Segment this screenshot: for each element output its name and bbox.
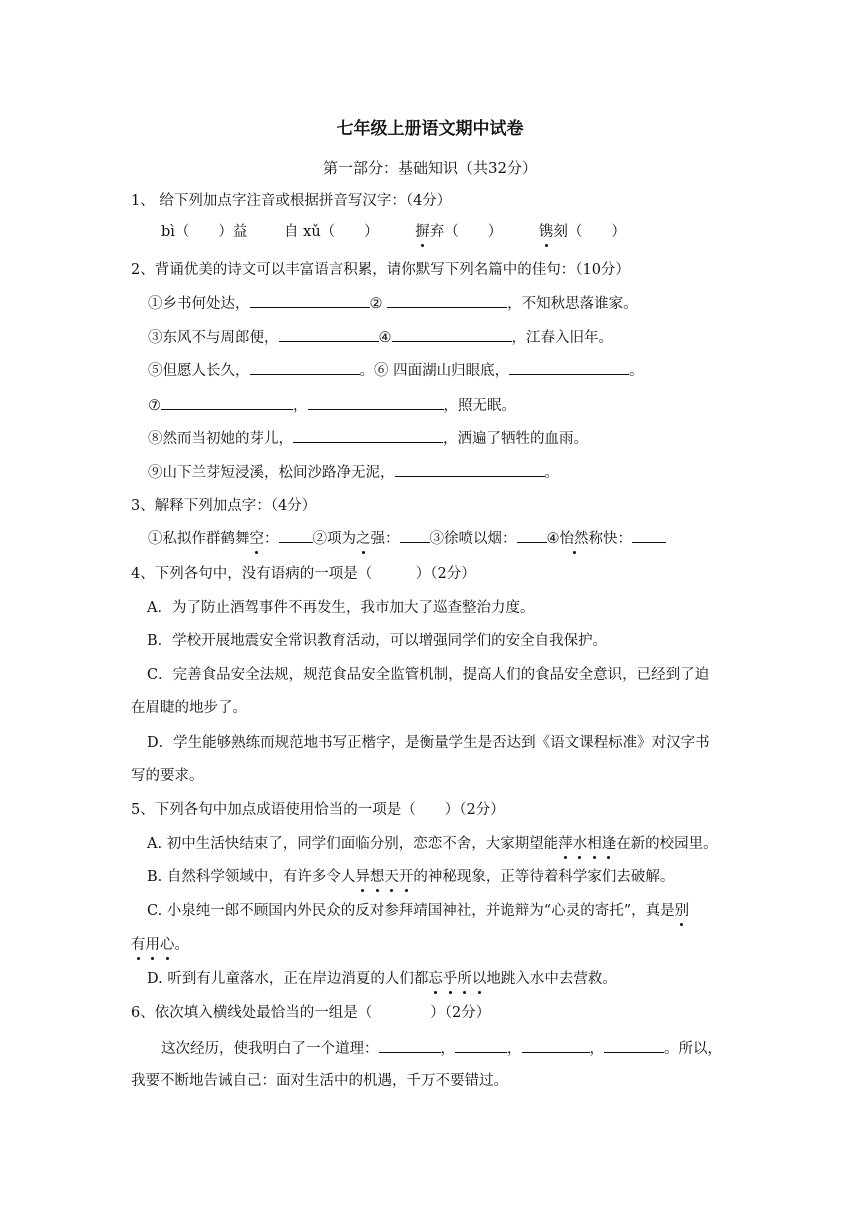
- dotted-char: 萍: [558, 836, 573, 852]
- answer-blank[interactable]: [293, 428, 443, 443]
- q6-stem: 6、依次填入横线处最恰当的一组是（ ）（2分）: [131, 1005, 491, 1021]
- q6-line-2: 我要不断地告诫自己：面对生活中的机遇，千万不要错过。: [131, 1073, 508, 1089]
- dotted-char: 所: [457, 971, 472, 987]
- q1-item-2: 自 xǔ（ ）: [284, 224, 379, 240]
- answer-blank[interactable]: [517, 528, 547, 543]
- answer-blank[interactable]: [392, 327, 512, 342]
- answer-blank[interactable]: [308, 395, 444, 410]
- answer-blank[interactable]: [400, 528, 430, 543]
- dotted-char: 逢: [601, 836, 617, 852]
- answer-blank[interactable]: [161, 395, 293, 410]
- q5-option-c-cont: 有用心。: [131, 937, 189, 953]
- dotted-char: 用: [145, 937, 160, 953]
- dotted-idiom: [131, 937, 175, 953]
- dotted-idiom: [355, 869, 413, 885]
- q1-item-4: 刻（ ）: [553, 224, 626, 240]
- dotted-char: 别: [674, 903, 690, 919]
- answer-blank[interactable]: [522, 1038, 590, 1053]
- dotted-char: 有: [131, 937, 146, 953]
- dotted-char: 天: [384, 869, 399, 885]
- dotted-char: 水: [572, 836, 588, 852]
- q6-line-1: 这次经历，使我明白了一个道理： ， ， ， 。所以，: [161, 1038, 722, 1059]
- q2-line-2: ③东风不与周郎便， ④ ，江春入旧年。: [148, 327, 613, 348]
- q5-option-a: A. 初中生活快结束了，同学们面临分别，恋恋不舍，大家期望能萍水相逢在新的校园里。: [147, 836, 718, 852]
- answer-blank[interactable]: [604, 1038, 664, 1053]
- answer-blank[interactable]: [279, 528, 313, 543]
- q1-item-3: 弃（ ）: [429, 224, 503, 240]
- q4-option-b: B．学校开展地震安全常识教育活动，可以增强同学们的安全自我保护。: [147, 633, 608, 649]
- q3-line: ①私拟作群鹤舞空： ②项为之强： ③徐喷以烟： ④怡然称快：: [148, 528, 666, 549]
- q4-option-c-cont: 在眉睫的地步了。: [131, 700, 247, 716]
- q5-stem: 5、下列各句中加点成语使用恰当的一项是（ ）（2分）: [131, 802, 505, 818]
- q4-option-d-cont: 写的要求。: [131, 768, 204, 784]
- q1-item-1: bì（ ）益: [161, 224, 248, 240]
- q2-line-4: ⑦ ， ，照无眠。: [148, 395, 516, 416]
- answer-blank[interactable]: [250, 293, 370, 308]
- q2-line-3: ⑤但愿人长久， 。⑥ 四面湖山归眼底， 。: [148, 360, 644, 381]
- dotted-idiom: [428, 971, 486, 987]
- answer-blank[interactable]: [455, 1038, 507, 1053]
- answer-blank[interactable]: [395, 462, 545, 477]
- q5-option-c: C. 小泉纯一郎不顾国内外民众的反对参拜靖国神社，并诡辩为“心灵的寄托”，真是别: [147, 903, 690, 919]
- answer-blank[interactable]: [387, 293, 507, 308]
- page-title: 七年级上册语文期中试卷: [336, 119, 524, 139]
- answer-blank[interactable]: [279, 327, 379, 342]
- q1-item-3-dotted: 摒: [415, 224, 430, 240]
- q2-line-1: ①乡书何处达， ② ，不知秋思落谁家。: [148, 293, 638, 314]
- dotted-char: 异: [355, 869, 370, 885]
- answer-blank[interactable]: [509, 360, 629, 375]
- dotted-char: 相: [587, 836, 602, 852]
- dotted-char: 乎: [442, 971, 458, 987]
- q1-items: [161, 222, 626, 242]
- q2-line-5: ⑧然而当初她的芽儿， ，洒遍了牺牲的血雨。: [148, 428, 588, 449]
- dotted-idiom: [558, 836, 616, 852]
- q4-option-c: C．完善食品安全法规，规范食品安全监管机制，提高人们的食品安全意识，已经到了迫: [147, 667, 710, 683]
- q2-line-6: ⑨山下兰芽短浸溪，松间沙路净无泥， 。: [148, 462, 559, 483]
- q4-option-d: D．学生能够熟练而规范地书写正楷字，是衡量学生是否达到《语文课程标准》对汉字书: [147, 735, 710, 751]
- section-subtitle: 第一部分：基础知识（共32分）: [322, 159, 538, 177]
- q1-item-4-dotted: 镌: [538, 224, 554, 240]
- dotted-char: 以: [471, 971, 487, 987]
- dotted-idiom: [675, 903, 690, 919]
- dotted-char: 开: [398, 869, 414, 885]
- q3-stem: 3、解释下列加点字：（4分）: [131, 498, 317, 514]
- dotted-char: 心: [160, 937, 175, 953]
- dotted-char: 忘: [428, 971, 443, 987]
- answer-blank[interactable]: [250, 360, 360, 375]
- q2-stem: 2、背诵优美的诗文可以丰富语言积累，请你默写下列名篇中的佳句：（10分）: [131, 262, 630, 278]
- answer-blank[interactable]: [379, 1038, 441, 1053]
- q1-stem: 1、 给下列加点字注音或根据拼音写汉字：（4分）: [131, 193, 452, 209]
- q4-stem: 4、下列各句中，没有语病的一项是（ ）（2分）: [131, 566, 476, 582]
- answer-blank[interactable]: [632, 528, 666, 543]
- q5-option-d: D. 听到有儿童落水，正在岸边消夏的人们都忘乎所以地跳入水中去营救。: [147, 971, 617, 987]
- dotted-char: 想: [369, 869, 385, 885]
- q4-option-a: A．为了防止酒驾事件不再发生，我市加大了巡查整治力度。: [147, 600, 535, 616]
- q5-option-b: B. 自然科学领域中，有许多令人异想天开的神秘现象，正等待着科学家们去破解。: [147, 869, 675, 885]
